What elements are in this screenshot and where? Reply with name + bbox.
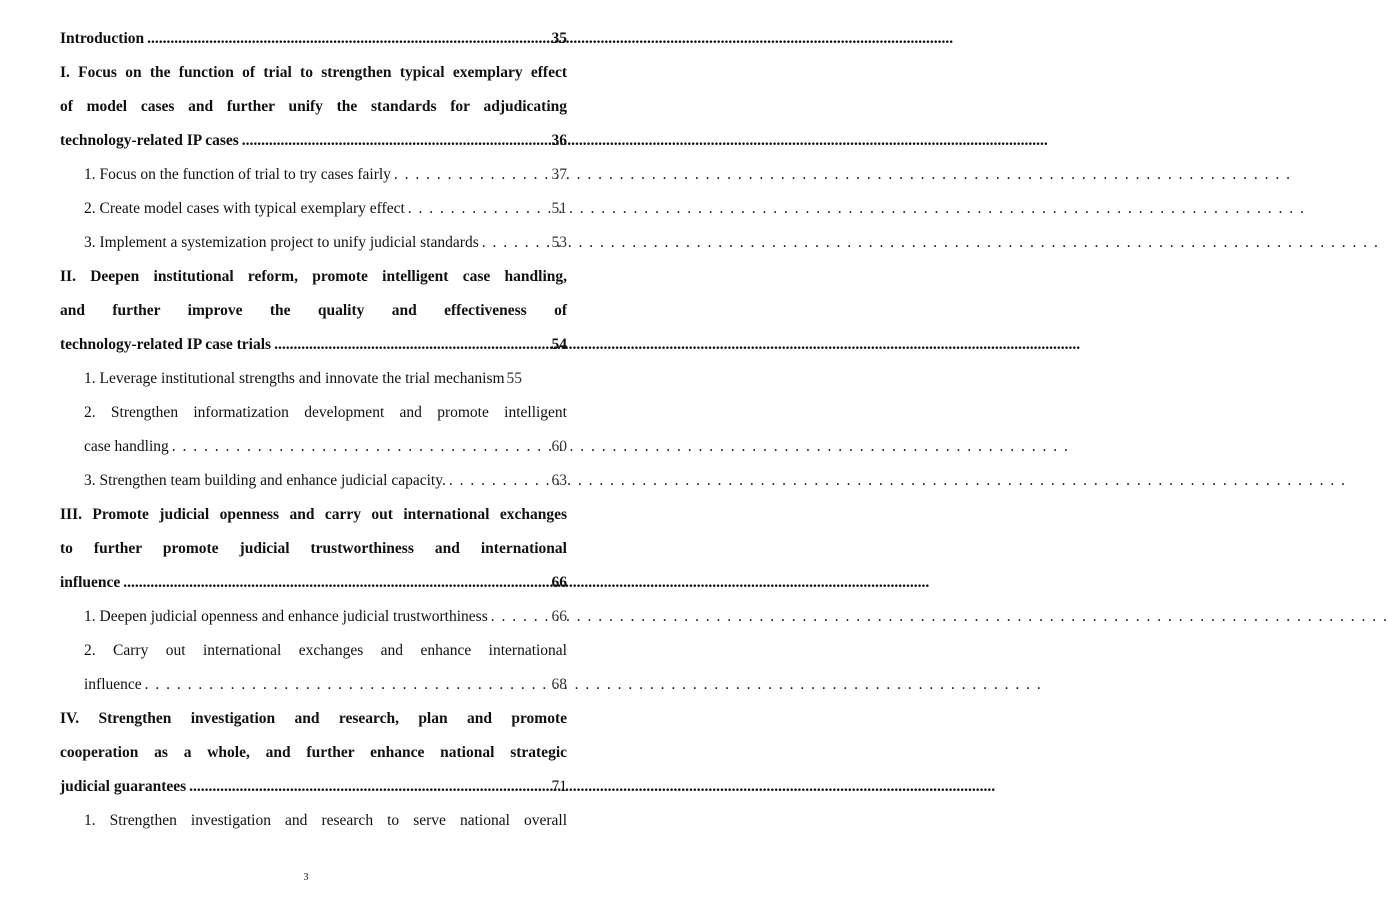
toc-page-number: 66 <box>551 608 567 625</box>
toc-entry-line-last <box>60 328 567 362</box>
toc-entry-line-last <box>60 770 567 804</box>
toc-dot-leader <box>189 770 546 804</box>
toc-entry-title: 3. Strengthen team building and enhance judicial capacity. <box>84 472 446 489</box>
toc-page-number: 53 <box>551 234 567 251</box>
table-of-contents <box>60 22 567 838</box>
toc-dot-leader <box>394 158 547 192</box>
toc-entry-1-1[interactable] <box>84 158 567 192</box>
toc-entry-section-3[interactable] <box>60 498 567 600</box>
toc-dot-leader <box>242 124 547 158</box>
toc-entry-title: case handling <box>84 438 169 455</box>
toc-dot-leader <box>172 430 547 464</box>
toc-entry-line-last <box>60 124 567 158</box>
toc-entry-line: 1. Strengthen investigation and research to serve national overall <box>84 812 567 829</box>
toc-entry-1-3[interactable] <box>84 226 567 260</box>
toc-dot-leader <box>482 226 547 260</box>
toc-entry-2-3[interactable] <box>84 464 567 498</box>
toc-entry-line: to further promote judicial trustworthiness and international <box>60 540 567 557</box>
toc-entry-title: technology-related IP case trials <box>60 336 272 353</box>
toc-entry-title: 3. Implement a systemization project to unify judicial standards <box>84 234 479 251</box>
toc-entry-section-4[interactable] <box>60 702 567 804</box>
toc-entry-title: influence <box>60 574 121 591</box>
toc-entry-1-2[interactable] <box>84 192 567 226</box>
toc-entry-title: 1. Leverage institutional strengths and innovate the trial mechanism <box>84 370 505 387</box>
toc-entry-line: III. Promote judicial openness and carry out international exchanges <box>60 506 567 523</box>
toc-entry-line: IV. Strengthen investigation and research, plan and promote <box>60 710 567 727</box>
toc-entry-title: 1. Focus on the function of trial to try cases fairly <box>84 166 391 183</box>
toc-entry-3-1[interactable] <box>84 600 567 634</box>
toc-entry-line-last <box>84 430 567 464</box>
toc-page-number: 54 <box>551 336 567 353</box>
page-number-footer: 3 <box>303 872 309 883</box>
toc-entry-line: cooperation as a whole, and further enhance national strategic <box>60 744 567 761</box>
toc-entry-4-1[interactable] <box>84 804 567 838</box>
toc-entry-title: 1. Deepen judicial openness and enhance judicial trustworthiness <box>84 608 488 625</box>
toc-entry-title: influence <box>84 676 142 693</box>
toc-entry-line: and further improve the quality and effectiveness of <box>60 302 567 319</box>
toc-dot-leader <box>123 566 546 600</box>
toc-page-number: 66 <box>551 574 567 591</box>
toc-page-number: 55 <box>506 370 523 387</box>
toc-entry-2-2[interactable] <box>84 396 567 464</box>
toc-entry-section-2[interactable] <box>60 260 567 362</box>
toc-page-number: 35 <box>551 30 567 47</box>
toc-entry-line: II. Deepen institutional reform, promote intelligent case handling, <box>60 268 567 285</box>
toc-dot-leader <box>408 192 547 226</box>
toc-dot-leader <box>491 600 547 634</box>
toc-entry-2-1[interactable] <box>84 362 567 396</box>
toc-entry-line-last <box>84 668 567 702</box>
toc-page-number: 71 <box>551 778 567 795</box>
toc-page-number: 37 <box>551 166 567 183</box>
toc-page-number: 36 <box>551 132 567 149</box>
toc-page-number: 51 <box>551 200 567 217</box>
toc-dot-leader <box>147 22 546 56</box>
toc-entry-line: of model cases and further unify the standards for adjudicating <box>60 98 567 115</box>
toc-entry-line: 2. Strengthen informatization development and promote intelligent <box>84 404 567 421</box>
toc-page-number: 63 <box>551 472 567 489</box>
toc-page-number: 68 <box>551 676 567 693</box>
toc-entry-line-last <box>60 566 567 600</box>
toc-dot-leader <box>449 464 547 498</box>
toc-entry-title: 2. Create model cases with typical exemplary effect <box>84 200 405 217</box>
toc-entry-title: judicial guarantees <box>60 778 187 795</box>
toc-entry-title: technology-related IP cases <box>60 132 239 149</box>
toc-entry-introduction[interactable] <box>60 22 567 56</box>
toc-entry-line: 2. Carry out international exchanges and enhance international <box>84 642 567 659</box>
toc-entry-section-1[interactable] <box>60 56 567 158</box>
toc-dot-leader <box>274 328 546 362</box>
toc-entry-3-2[interactable] <box>84 634 567 702</box>
toc-page-number: 60 <box>551 438 567 455</box>
document-page <box>0 0 612 910</box>
toc-dot-leader <box>145 668 547 702</box>
toc-entry-line: I. Focus on the function of trial to strengthen typical exemplary effect <box>60 64 567 81</box>
toc-entry-title: Introduction <box>60 30 145 47</box>
